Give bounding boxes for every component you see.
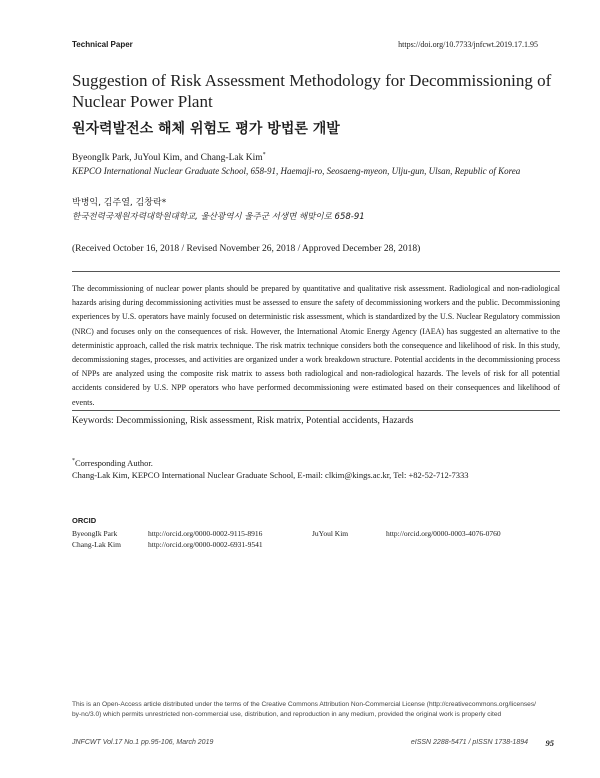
abstract-text: The decommissioning of nuclear power plants should be prepared by quantitative and qualitative risk assessment. Radiological and non-radiological hazards arising during decommissioning activities must be assessed to ensure the safety of decommissioning workers and the public. Decommissioning experiences by U.S. operators have mainly focused on deterministic risk assessment, which is standardized by the U.S. Nuclear Regulatory commission (NRC) and focuses only on the consequences of risk. However, the International Atomic Energy Agency (IAEA) has suggested an alternative to the deterministic approach, called the risk matrix technique. The risk matrix technique considers both the consequence and likelihood of risk. In this study, decommissioning stages, processes, and activities are organized under a work breakdown structure. Potential accidents in the decommissioning process of NPPs are analyzed using the composite risk matrix to assess both radiological and non-radiological hazards. The levels of risk for all potential accidents considered by U.S. NPP operators who have performed decommissioning were estimated based on their consequences and likelihood of events. — [72, 284, 560, 407]
affiliation-korean: 한국전력국제원자력대학원대학교, 울산광역시 울주군 서생면 해맞이로 658-91 — [72, 212, 365, 222]
license-notice — [72, 700, 562, 720]
title-line-2: Nuclear Power Plant — [72, 92, 213, 111]
orcid-heading: ORCID — [72, 516, 97, 525]
orcid-link[interactable]: http://orcid.org/0000-0002-6931-9541 — [148, 540, 263, 549]
paper-title-english — [72, 70, 552, 112]
affiliation-english: KEPCO International Nuclear Graduate School, 658-91, Haemaji-ro, Seosaeng-myeon, Ulju-gun, Ulsan, Republic of Korea — [72, 166, 521, 176]
abstract-top-divider — [72, 271, 560, 272]
corresponding-author-mark: * — [72, 458, 75, 464]
paper-title-korean: 원자력발전소 해체 위험도 평가 방법론 개발 — [72, 121, 340, 137]
authors-english — [72, 152, 266, 163]
abstract-bottom-divider — [72, 410, 560, 411]
authors-english-names: ByeongIk Park, JuYoul Kim, and Chang-Lak Kim — [72, 153, 263, 164]
corresponding-mark: * — [262, 152, 266, 158]
corresponding-author-detail: Chang-Lak Kim, KEPCO International Nuclear Graduate School, E-mail: clkim@kings.ac.kr, Tel: +82-52-712-7333 — [72, 469, 469, 480]
doi-link[interactable]: https://doi.org/10.7733/jnfcwt.2019.17.1.95 — [398, 40, 538, 49]
orcid-name: JuYoul Kim — [312, 529, 349, 538]
license-line-1: This is an Open-Access article distributed under the terms of the Creative Commons Attribution Non-Commercial License (http://creativecommons.org/licenses/ — [72, 701, 536, 708]
section-label: Technical Paper — [72, 40, 133, 49]
orcid-link[interactable]: http://orcid.org/0000-0002-9115-8916 — [148, 529, 263, 538]
orcid-name: Chang-Lak Kim — [72, 540, 121, 549]
orcid-name: ByeongIk Park — [72, 529, 118, 538]
orcid-list — [72, 528, 560, 552]
license-line-2: by-nc/3.0) which permits unrestricted non-commercial use, distribution, and reproduction in any medium, provided the original work is properly cited — [72, 711, 502, 718]
journal-citation: JNFCWT Vol.17 No.1 pp.95-106, March 2019 — [72, 739, 214, 746]
issn: eISSN 2288-5471 / pISSN 1738-1894 — [410, 739, 528, 746]
corresponding-author — [72, 455, 469, 481]
keywords: Keywords: Decommissioning, Risk assessment, Risk matrix, Potential accidents, Hazards — [72, 416, 414, 426]
orcid-link[interactable]: http://orcid.org/0000-0003-4076-0760 — [386, 529, 501, 538]
corresponding-author-label: Corresponding Author. — [75, 457, 153, 468]
received-dates: (Received October 16, 2018 / Revised November 26, 2018 / Approved December 28, 2018) — [72, 244, 421, 254]
title-line-1: Suggestion of Risk Assessment Methodology for Decommissioning of — [72, 71, 552, 90]
authors-korean: 박병익, 김주열, 김창락* — [72, 198, 167, 208]
page-number: 95 — [545, 738, 554, 748]
